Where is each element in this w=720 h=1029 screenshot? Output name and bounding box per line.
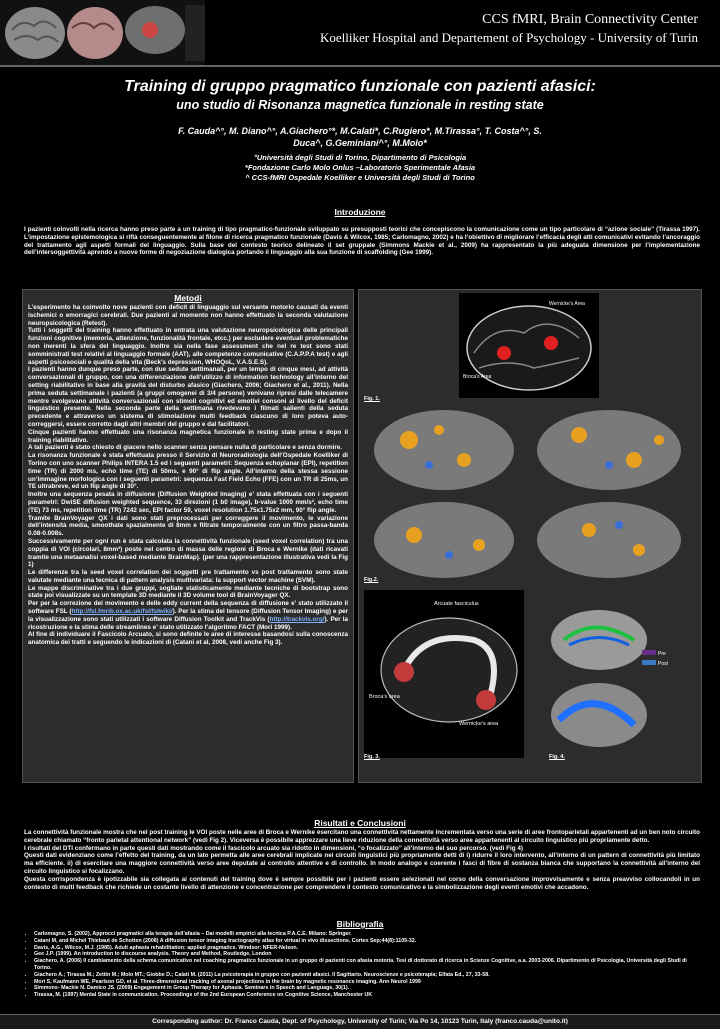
figure-1-brain-rois <box>459 293 599 398</box>
methods-heading: Metodi <box>174 293 202 303</box>
trackvis-link[interactable]: http://trackvis.org/ <box>269 615 325 623</box>
authors <box>150 125 570 149</box>
reference-item: • Simmons- Mackie N. Damico JS. (2009) Engagement in Group Therapy for Aphasia. Seminars in Speech and Language, 30(1). <box>34 985 700 992</box>
methods-paragraph: L’esperimento ha coinvolto nove pazienti con deficit di linguaggio sul versante motorio causati da eventi ischemici o emorragici cerebrali. Due pazienti al momento non hanno effettuato la seconda valutazione neuropsicologica (Retest). <box>28 304 348 327</box>
header-divider <box>0 65 720 67</box>
footer-close: ) <box>565 1018 568 1025</box>
fig3-wernicke-label: Wernicke’s area <box>459 721 499 727</box>
results-paragraph: La connettività funzionale mostra che nel post training le VOI poste nelle aree di Broca e Wernike esercitano una connettività nettamente incrementata verso una serie di aree frontoparietali appartenenti ad un ben noto circuito cerebrale chiamato “fronto parietal attentional network” (vedi Fig 2). Viceversa è possibile apprezzare una lieve riduzione della connettività verso aree appartenenti al circuito linguistico più propriamente detto. <box>24 829 700 844</box>
results-paragraph: Questi dati evidenziano come l’effetto del training, da un lato permetta alle aree cerebrali implicate nei circuiti linguistici più propriamente detti di i) ridurre il loro intervento, all’interno di un pattern di connettività più limitato ma efficiente. ii) di esercitare una maggiore connettività verso aree deputate ai controllo attentive e di controllo. In modo analogo e coerente i fasci di fibre di sostanza bianca che supportano la connettività all’interno del circuito linguistico si focalizzano. <box>24 852 700 875</box>
methods-paragraph: Le mappe discriminative tra i due gruppi, sogliate statisticamente mediante tecniche di bootstrap sono state poi visualizzate su un template 3D mediante il 3D volume tool di BrainVoyager QX. <box>28 584 348 600</box>
poster-title: Training di gruppo pragmatico funzionale con pazienti afasici: <box>124 78 596 95</box>
header-brain-collage <box>0 0 205 70</box>
methods-paragraph: Tutti i soggetti del training hanno effettuato in entrata una valutazione neuropsicologica delle principali funzioni cognitive (memoria, attenzione, funzionalità frontale, etcc.) per escludere eventuali problematiche non inerenti la sfera del linguaggio. Inoltre sia nella fase assessment che nel re test sono stati somministrati test relativi al linguaggio formale (AAT), alle competenze comunicative (C.A.P.P.A test) e agli aspetti psicosociali e qualità della vita (Beck’s depression, WHOQoL, V.A.S.E.S). <box>28 327 348 366</box>
authors-line-2: Duca^, G.Geminiani^°, M.Molo* <box>293 138 427 148</box>
reference-item: • Giachero, A. (2006) Il cambiamento della schema comunicativo nel coaching pragmatico funzionale in un gruppo di pazienti con afasia motoria. Tesi di dottorato di ricerca in Scienze Cognitive, a.a. 2003-2006. Dipartimento di Psicologia, Università degli Studi di Torino. <box>34 958 700 972</box>
methods-body <box>23 303 353 647</box>
reference-item: • Gee J.P. (1999). An introduction to discourse analysis. Theory and Method, Routledge, London <box>34 951 700 958</box>
reference-item: • Davis, A.G., Wilcox, M.J. (1985). Adult aphasia rehabilitation: applied pragmatics. Windsor: NFER-Nelson. <box>34 945 700 952</box>
author-email-link[interactable]: franco.cauda@unito.it <box>497 1018 566 1025</box>
methods-panel <box>22 289 354 783</box>
fig4-legend-post: Post <box>658 661 669 667</box>
methods-paragraph: Inoltre una sequenza pesata in diffusione (Diffusion Weighted Imaging) e’ stata effettuata con i seguenti parametri: DwiSE diffusion weighted sequence, 33 direzioni (1 b0 image), b-value 1000 mm/s², echo time (TE) 73 ms, repetition time (TR) 7242 sec, EPI factor 59, voxel resolution 1.75x1.75x2 mm, 90° flip angle. <box>28 491 348 514</box>
institution-line-1: CCS fMRI, Brain Connectivity Center <box>482 12 698 27</box>
intro-text: I pazienti coinvolti nella ricerca hanno preso parte a un training di tipo pragmatico-funzionale sviluppato su presupposti teorici che concepiscono la comunicazione come un tipo particolare di “azione sociale” (Tirassa 1997). L’impostazione epistemologica si riflà conseguentemente al filone di ricerca pragmatico funzionale (Davis & Wilcox, 1985; Carlomagno, 2002) e ha l’obiettivo di migliorare l’efficacia degli atti comunicativi evitando l’ancoraggio del trattamento agli aspetti formali del linguaggio. Sulla base del contesto teorico delineato il set gruppale (Simmons Mackie et al., 2009) ha rappresentato la più adeguata dimensione per l’implementazione dell’intersoggettività aprendo a nuove forme di negoziazione dialogica portando il linguaggio alla sua funzione di scaffolding (Gee 1999). <box>24 226 700 257</box>
methods-paragraph: Per per la correzione del movimento e delle eddy current della sequenza di diffusione e’ stato utilizzato il software FSL (http://fsl.fmrib.ox.ac.uk/fsl/fslwiki/). Per la stima del tensore (Diffusion Tensor Imaging) e per la visualizzazione sono stati utilizzati i software Diffusion Toolkit and TrackVis (http://trackvis.org/). Per la ricostruzione e la stima delle streamlines e’ stato utilizzato l’algoritmo FACT (Mori 1999). <box>28 600 349 631</box>
reference-item: • Mori S, Kaufmann WE, Pearlson GD, et al. Three-dimensional tracking of axonal projections in the brain by magnetic resonance imaging. Ann Neurol 1999 <box>34 979 700 986</box>
methods-paragraph: Le differenze tra la seed voxel correlation dei soggetti pre trattamento vs post trattamento sono state valutate mediante una tecnica di pattern analysis multivariata: la support vector machine (SVM). <box>28 569 348 584</box>
methods-paragraph: Al fine di individuare il Fascicolo Arcuato, si sono definite le aree di interesse basandosi sulla conoscenza anatomica dei tratti e seguendo le indicazioni di (Catani et al, 2008, vedi anche Fig 3). <box>28 631 348 647</box>
reference-item: • Carlomagno, S. (2002), Approcci pragmatici alla terapia dell’afasia – Dai modelli empirici alla tecnica P.A.C.E. Milano: Springer. <box>34 931 700 938</box>
figures-panel <box>358 289 702 783</box>
fig2-caption: Fig.2. <box>364 577 379 583</box>
fsl-link[interactable]: http://fsl.fmrib.ox.ac.uk/fsl/fslwiki/ <box>71 608 173 616</box>
results-body <box>24 829 700 891</box>
footer-text: Corresponding author: Dr. Franco Cauda, Dept. of Psychology, University of Turin; Via Po 14, 10123 Turin, Italy ( <box>152 1018 498 1025</box>
fig4-caption: Fig. 4. <box>549 754 565 760</box>
poster-subtitle: uno studio di Risonanza magnetica funzionale in resting state <box>176 98 544 112</box>
figure-2-connectivity-maps <box>369 405 691 585</box>
results-paragraph: Questa corrispondenza è ipotizzabile sia collegata ai contenuti del training dove è sempre possibile per i pazienti essere selezionati nel corso della conversazione improvvisamente e senza preavviso collocandoli in un contesto di multi feedback che richiede un costante livello di attenzione e concentrazione per comprendere il contesto comunicativo e la simbolizzazione degli eventi emotivi che accadono. <box>24 875 700 891</box>
bibliography-heading: Bibliografia <box>336 919 384 929</box>
fig1-caption: Fig. 1. <box>364 396 380 402</box>
bibliography-list <box>24 931 700 999</box>
fig1-wernicke-label: Wernicke’s Area <box>549 301 585 307</box>
reference-item: • Tirassa, M. (1997) Mental State in communication. Proceedings of the 2nd European Conference on Cognitive Science, Manchester UK <box>34 992 700 999</box>
methods-paragraph: La risonanza funzionale è stata effettuata presso il Servizio di Neuroradiologia dell’Ospedale Koelliker di Torino con uno scanner Philips INTERA 1.5 ed i seguenti parametri: Sequenza echoplanar (EPI), repetition time (TR) di 2000 ms, echo time (TE) di 50ms, e 90° di flip angle. All’interno della stessa sessione un’immagine morfologica con i seguenti parametri: sequenza Fast Field Echo (FFE) con un TR di 25ms, un TE ultrabreve, ed un flip angle di 30°. <box>28 452 348 491</box>
reference-item: • Catani M, and Michel Thiebaut de Schotten (2008) A diffusion tensor imaging tractography atlas for virtual in vivo dissections. Cortex Sep;44(8):1105-32. <box>34 938 700 945</box>
affiliation-2: *Fondazione Carlo Molo Onlus –Laboratorio Sperimentale Afasia <box>244 163 476 172</box>
methods-paragraph: Successivamente per ogni run è stata calcolata la connettività funzionale (seed voxel correlation) tra una coppia di VOI (circolari, 8mm³) poste nel centro di massa delle regioni di Broca e Wernike (dati ricavati tramite una metaanalisi voxel-based mediante BrainMap). (per una rappresentazione illustrativa vedi la Fig 1) <box>28 537 348 569</box>
methods-paragraph: Tramite BrainVoyager QX i dati sono stati preprocessati per correggere il movimento, le variazione dell’intensità media, smoothate spazialmente di 8mm e filtrate temporalmente con un filtro passa-banda 0.08-0.008s. <box>28 514 348 538</box>
methods-paragraph: I pazienti hanno dunque preso parte, con due sedute settimanali, per un tempo di cinque mesi, ad attività conversazionali di gruppo, con una differenziazione dell’utilizzo di information technology all’interno del setting riabilitativo in base alla gravità del disturbo afasico (Giachero, 2006; Giachero et al., 2011). Nella prima seduta settimanale i pazienti (a gruppi omogenei di 3/4 persone) venivano ripresi dalle telecamere mentre svolgevano attività conversazionali con stimoli cognitivi ed emotivi consoni al livello del deficit linguistico presente. Nella seconda parte della settimana rivedevano i filmati salienti della seduta precedente e attraverso un sistema di stimolazione multi feedback ciascuno di loro poteva auto-correggersi, essere corretto dagli altri membri del gruppo e dal facilitatori. <box>28 366 348 428</box>
methods-paragraph: Cinque pazienti hanno effettuato una risonanza magnetica funzionale in resting state prima e dopo il training riabilitativo. <box>28 428 348 444</box>
affiliation-3: ^ CCS-fMRI Ospedale Koelliker e Università degli Studi di Torino <box>245 173 475 182</box>
affiliations <box>150 153 570 183</box>
fig1-broca-label: Broca’s Area <box>463 374 492 380</box>
fig3-broca-label: Broca’s area <box>369 694 400 700</box>
fig3-caption: Fig. 3. <box>364 754 380 760</box>
authors-line-1: F. Cauda^°, M. Diano^°, A.Giachero°*, M.Calati*, C.Rugiero*, M.Tirassa°, T. Costa^°, S. <box>178 126 542 136</box>
fig4-legend-pre: Pre <box>658 651 666 657</box>
fig3-arcuate-label: Arcuate fasciculus <box>434 601 479 607</box>
methods-paragraph: A tali pazienti è stato chiesto di giacere nello scanner senza pensare nulla di particolare e senza dormire. <box>28 444 343 452</box>
institution-line-2: Koelliker Hospital and Departement of Psychology - University of Turin <box>319 30 698 45</box>
reference-item: • Giachero A.; Tirassa M.; Zettin M.; Molo MT.; Giobbe D.; Calati M. (2011) La psicoterapia in gruppo con pazienti afasici. Il Sagittario. Neuroscienze e psicoterapia; Elfata Ed., 27, 33-58. <box>34 972 700 979</box>
intro-heading: Introduzione <box>334 207 386 217</box>
figure-3-arcuate-fasciculus <box>364 590 524 758</box>
results-paragraph: I risultati del DTI confermano in parte questi dati mostrando come il fascicolo arcuato sia ridotto in dimensioni, “o focalizzato” all’interno del suo percorso. (vedi Fig 4) <box>24 844 523 852</box>
footer <box>0 1014 720 1029</box>
figure-4-dti-tracts <box>544 600 694 755</box>
results-heading: Risultati e Conclusioni <box>314 818 406 828</box>
affiliation-1: °Università degli Studi di Torino, Dipartimento di Psicologia <box>253 153 467 162</box>
